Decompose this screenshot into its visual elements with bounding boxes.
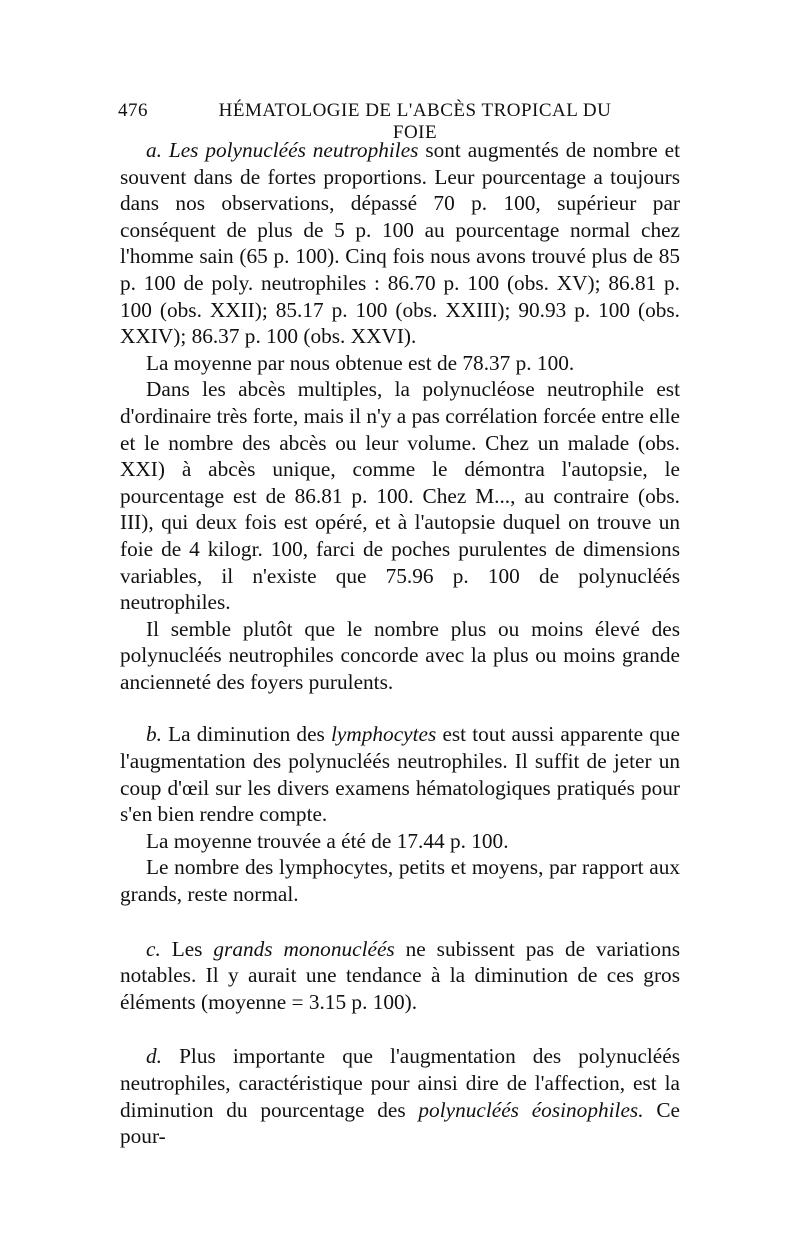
- paragraph-text: est tout aussi apparente que l'augmentation des polynucléés neutrophiles. Il suffit de jeter un coup d'œil sur les divers examens hématologiques pratiqués pour s'en bien rendre compte.: [120, 722, 680, 827]
- paragraph-text: sont augmentés de nombre et souvent dans de fortes proportions. Leur pourcentage a toujours dans nos observations, dépassé 70 p. 100, supérieur par conséquent de plus de 5 p. 100 au pourcentage normal chez l'homme sain (65 p. 100). Cinq fois nous avons trouvé plus de 85 p. 100 de poly. neutrophiles : 86.70 p. 100 (obs. XV); 86.81 p. 100 (obs. XXII); 85.17 p. 100 (obs. XXIII); 90.93 p. 100 (obs. XXIV); 86.37 p. 100 (obs. XXVI).: [120, 138, 680, 349]
- section-label-c: c.: [146, 936, 161, 961]
- paragraph-text: Plus importante que l'augmentation des polynucléés neutrophiles, caractéristique pour ainsi dire de l'affection, est la diminution du pourcentage des: [120, 1044, 681, 1122]
- paragraph-b-2: La moyenne trouvée a été de 17.44 p. 100.: [146, 828, 509, 853]
- paragraph-d-1: [120, 1043, 680, 1149]
- paragraph-a-4: Il semble plutôt que le nombre plus ou moins élevé des polynucléés neutrophiles concorde avec la plus ou moins grande ancienneté des foyers purulents.: [120, 616, 680, 694]
- section-label-b: b.: [146, 722, 162, 747]
- paragraph-text: Ce pour-: [120, 1097, 680, 1149]
- term-eosinophils: polynucléés éosinophiles.: [418, 1097, 644, 1122]
- section-label-a: a.: [146, 138, 162, 162]
- section-label-d: d.: [146, 1044, 162, 1069]
- paragraph-text: La diminution des: [168, 722, 325, 747]
- page-number: 476: [118, 100, 148, 121]
- paragraph-a-3: Dans les abcès multiples, la polynucléose neutrophile est d'ordinaire très forte, mais il n'y a pas corrélation forcée entre elle et le nombre des abcès ou leur volume. Chez un malade (obs. XXI) à abcès unique, comme le démontra l'autopsie, le pourcentage est de 86.81 p. 100. Chez M..., au contraire (obs. III), qui deux fois est opéré, et à l'autopsie duquel on trouve un foie de 4 kilogr. 100, farci de poches purulentes de dimensions variables, il n'existe que 75.96 p. 100 de polynucléés neutrophiles.: [120, 377, 680, 615]
- term-large-mononucleated: grands mononucléés: [213, 936, 395, 961]
- paragraph-c-1: [120, 936, 680, 1016]
- term-polynucleated-neutrophils: Les polynucléés neutrophiles: [168, 138, 419, 162]
- body-text: [120, 137, 680, 1150]
- paragraph-text: ne subissent pas de variations notables. Il y aurait une tendance à la diminution de ces gros éléments (moyenne = 3.15 p. 100).: [120, 936, 681, 1014]
- paragraph-b-3: Le nombre des lymphocytes, petits et moyens, par rapport aux grands, reste normal.: [120, 855, 680, 907]
- paragraph-a-1: [120, 137, 680, 350]
- term-lymphocytes: lymphocytes: [331, 722, 437, 747]
- paragraph-a-2: La moyenne par nous obtenue est de 78.37 p. 100.: [146, 350, 575, 375]
- paragraph-text: Les: [171, 936, 203, 961]
- running-title: HÉMATOLOGIE DE L'ABCÈS TROPICAL DU FOIE: [218, 100, 612, 143]
- paragraph-b-1: [120, 721, 680, 827]
